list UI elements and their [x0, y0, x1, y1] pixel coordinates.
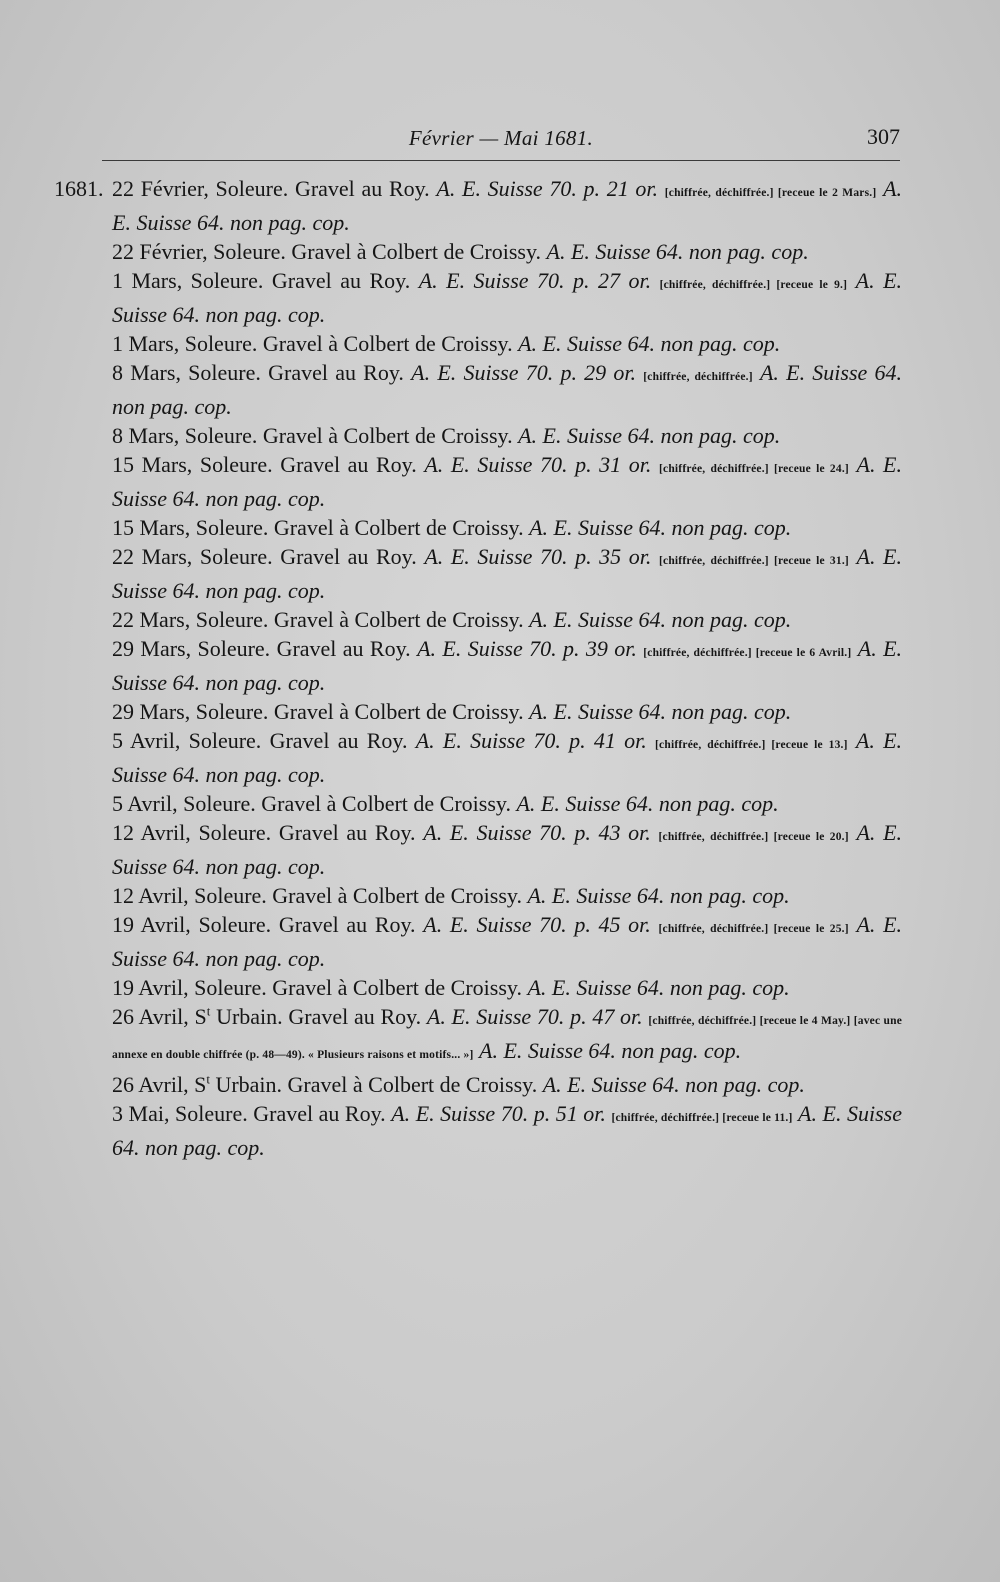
list-item: 22 Février, Soleure. Gravel à Colbert de Croissy. A. E. Suisse 64. non pag. cop.: [112, 239, 809, 264]
list-item: 22 Mars, Soleure. Gravel à Colbert de Croissy. A. E. Suisse 64. non pag. cop.: [112, 607, 792, 632]
list-item: 3 Mai, Soleure. Gravel au Roy. A. E. Suisse 70. p. 51 or. [chiffrée, déchiffrée.] [receue le 11.] A. E. Suisse 64. non pag. cop.: [112, 1101, 902, 1160]
list-item: 1681. 22 Février, Soleure. Gravel au Roy. A. E. Suisse 70. p. 21 or. [chiffrée, déchiffrée.] [receue le 2 Mars.] A. E. Suisse 64. non pag. cop.: [54, 176, 903, 235]
list-item: 15 Mars, Soleure. Gravel au Roy. A. E. Suisse 70. p. 31 or. [chiffrée, déchiffrée.] [receue le 24.] A. E. Suisse 64. non pag. cop.: [112, 452, 902, 511]
list-item: 19 Avril, Soleure. Gravel à Colbert de Croissy. A. E. Suisse 64. non pag. cop.: [112, 975, 790, 1000]
list-item: 29 Mars, Soleure. Gravel à Colbert de Croissy. A. E. Suisse 64. non pag. cop.: [112, 699, 792, 724]
running-title: Février — Mai 1681.: [408, 126, 594, 150]
entry-list: [0, 174, 1000, 1162]
list-item: 8 Mars, Soleure. Gravel au Roy. A. E. Suisse 70. p. 29 or. [chiffrée, déchiffrée.] A. E. Suisse 64. non pag. cop.: [112, 360, 903, 419]
list-item: 8 Mars, Soleure. Gravel à Colbert de Croissy. A. E. Suisse 64. non pag. cop.: [112, 423, 781, 448]
list-item: 5 Avril, Soleure. Gravel à Colbert de Croissy. A. E. Suisse 64. non pag. cop.: [112, 791, 779, 816]
list-item: 5 Avril, Soleure. Gravel au Roy. A. E. Suisse 70. p. 41 or. [chiffrée, déchiffrée.] [receue le 13.] A. E. Suisse 64. non pag. cop.: [112, 728, 903, 787]
page-number: 307: [867, 124, 900, 149]
list-item: 12 Avril, Soleure. Gravel à Colbert de Croissy. A. E. Suisse 64. non pag. cop.: [112, 883, 790, 908]
list-item: 26 Avril, $S^t$ Urbain. Gravel au Roy. A. E. Suisse 70. p. 47 or. [chiffrée, déchiffrée.] [receue le 4 May.] [avec une annexe en double chiffrée (p. 48—49). « Plusieurs raisons et motifs... »] A. E. Suisse 64. non pag. cop.: [112, 1003, 903, 1063]
list-item: 12 Avril, Soleure. Gravel au Roy. A. E. Suisse 70. p. 43 or. [chiffrée, déchiffrée.] [receue le 20.] A. E. Suisse 64. non pag. cop.: [112, 820, 903, 879]
list-item: 29 Mars, Soleure. Gravel au Roy. A. E. Suisse 70. p. 39 or. [chiffrée, déchiffrée.] [receue le 6 Avril.] A. E. Suisse 64. non pag. cop.: [112, 636, 903, 695]
year-label: 1681.: [54, 176, 104, 201]
list-item: 22 Mars, Soleure. Gravel au Roy. A. E. Suisse 70. p. 35 or. [chiffrée, déchiffrée.] [receue le 31.] A. E. Suisse 64. non pag. cop.: [112, 544, 902, 603]
list-item: 19 Avril, Soleure. Gravel au Roy. A. E. Suisse 70. p. 45 or. [chiffrée, déchiffrée.] [receue le 25.] A. E. Suisse 64. non pag. cop.: [112, 912, 903, 971]
page-header: [102, 120, 900, 161]
list-item: 1 Mars, Soleure. Gravel à Colbert de Croissy. A. E. Suisse 64. non pag. cop.: [112, 331, 781, 356]
list-item: 26 Avril, $S^t$ Urbain. Gravel à Colbert de Croissy. A. E. Suisse 64. non pag. cop.: [112, 1071, 805, 1097]
list-item: 15 Mars, Soleure. Gravel à Colbert de Croissy. A. E. Suisse 64. non pag. cop.: [112, 515, 792, 540]
list-item: 1 Mars, Soleure. Gravel au Roy. A. E. Suisse 70. p. 27 or. [chiffrée, déchiffrée.] [receue le 9.] A. E. Suisse 64. non pag. cop.: [112, 268, 903, 327]
